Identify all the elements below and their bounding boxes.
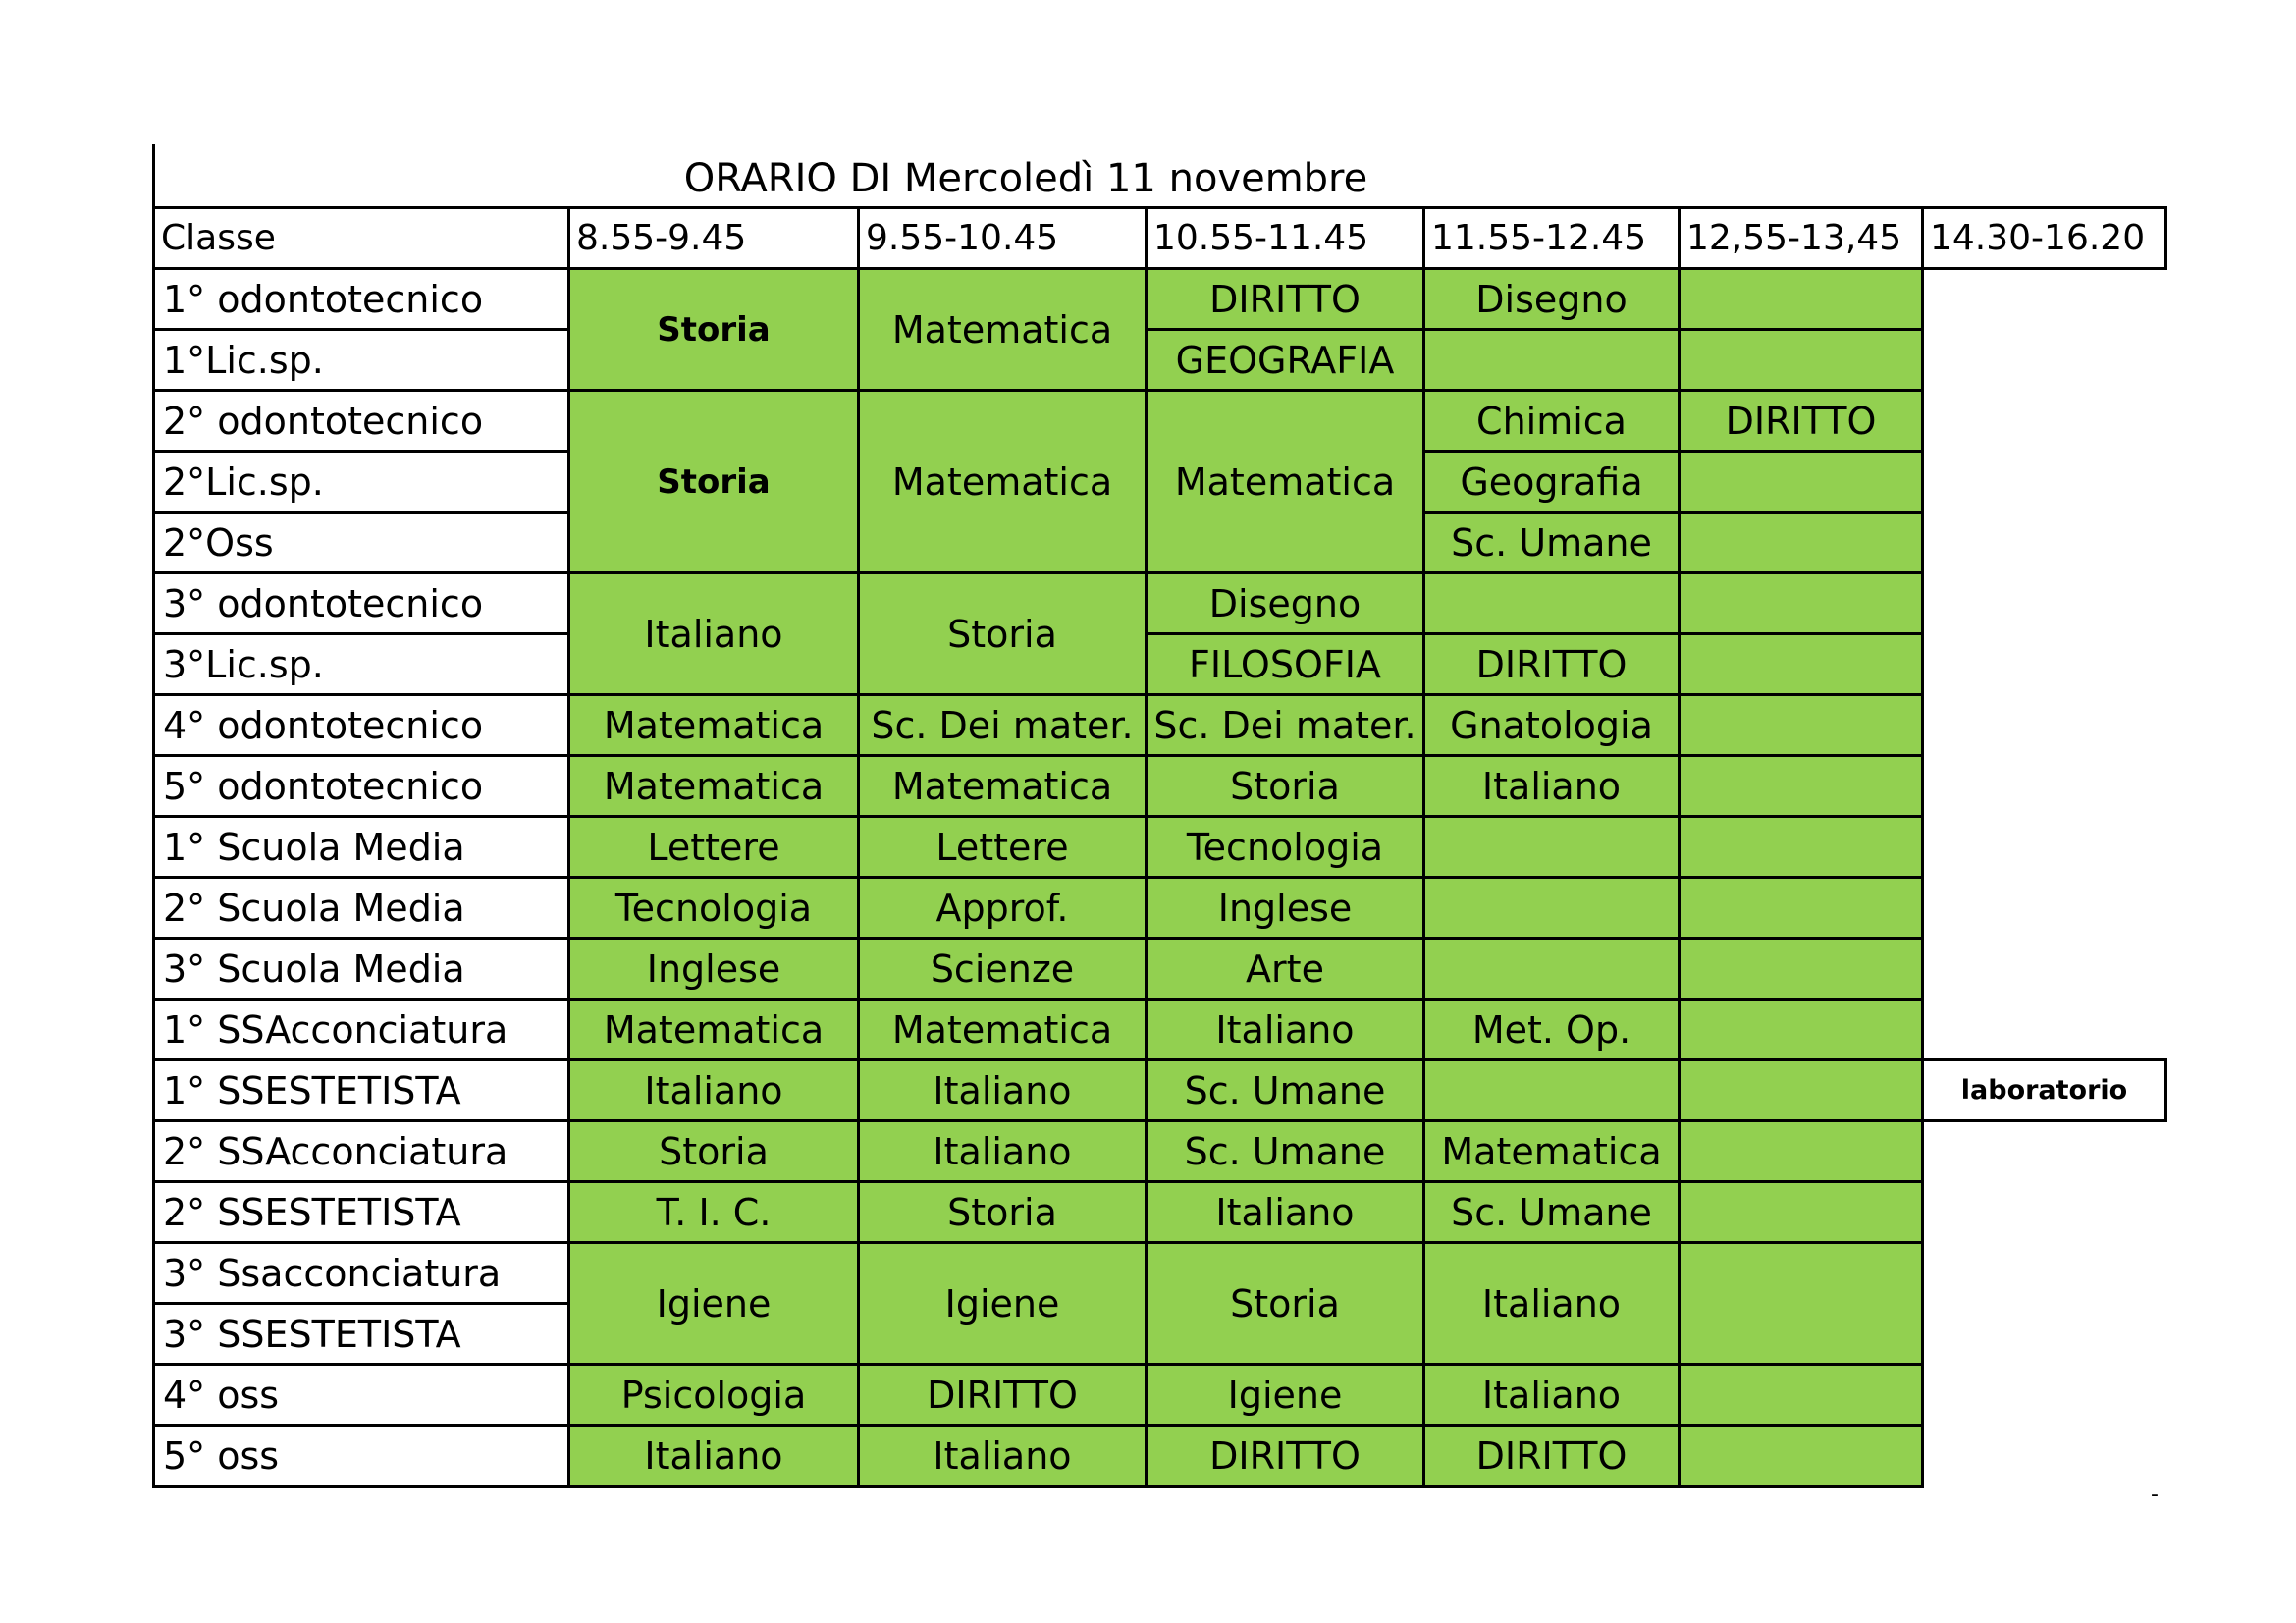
table-row xyxy=(154,573,2166,634)
lesson-cell xyxy=(1680,634,1923,695)
lesson-cell: Tecnologia xyxy=(569,878,859,939)
lesson-cell: Lettere xyxy=(569,817,859,878)
lesson-cell: Matematica xyxy=(569,1000,859,1060)
table-row xyxy=(154,1182,2166,1243)
table-row xyxy=(154,1060,2166,1121)
lesson-cell xyxy=(1680,269,1923,330)
table-row xyxy=(154,695,2166,756)
class-name: 1° odontotecnico xyxy=(154,269,569,330)
table-row xyxy=(154,391,2166,452)
header-slot-6: 14.30-16.20 xyxy=(1923,208,2166,269)
lesson-cell xyxy=(1680,513,1923,573)
lesson-cell xyxy=(1680,756,1923,817)
table-row xyxy=(154,330,2166,391)
class-name: 4° odontotecnico xyxy=(154,695,569,756)
lesson-cell xyxy=(1680,330,1923,391)
table-row xyxy=(154,1365,2166,1426)
lesson-cell xyxy=(1680,452,1923,513)
class-name: 1° SSESTETISTA xyxy=(154,1060,569,1121)
lesson-cell: Storia xyxy=(859,1182,1147,1243)
class-name: 3° odontotecnico xyxy=(154,573,569,634)
lesson-cell: Matematica xyxy=(569,756,859,817)
lesson-cell xyxy=(1424,330,1680,391)
class-name: 4° oss xyxy=(154,1365,569,1426)
header-slot-1: 8.55-9.45 xyxy=(569,208,859,269)
class-name: 2°Lic.sp. xyxy=(154,452,569,513)
lesson-cell xyxy=(1424,1060,1680,1121)
lesson-cell xyxy=(1424,817,1680,878)
class-name: 2° odontotecnico xyxy=(154,391,569,452)
lesson-cell xyxy=(1680,1365,1923,1426)
lesson-cell: Disegno xyxy=(1424,269,1680,330)
lesson-cell: Storia xyxy=(859,573,1147,695)
header-classe: Classe xyxy=(154,208,569,269)
timetable-grid xyxy=(152,206,2167,1488)
lesson-cell xyxy=(1680,1060,1923,1121)
lesson-cell: Chimica xyxy=(1424,391,1680,452)
table-row xyxy=(154,878,2166,939)
class-name: 5° odontotecnico xyxy=(154,756,569,817)
lesson-cell: Matematica xyxy=(859,1000,1147,1060)
table-row xyxy=(154,817,2166,878)
lesson-cell: DIRITTO xyxy=(1424,1426,1680,1487)
lesson-cell: Storia xyxy=(569,391,859,573)
lesson-cell: Sc. Dei mater. xyxy=(859,695,1147,756)
lesson-cell xyxy=(1680,817,1923,878)
lesson-cell: Italiano xyxy=(859,1426,1147,1487)
table-row xyxy=(154,269,2166,330)
lesson-cell: DIRITTO xyxy=(859,1365,1147,1426)
class-name: 3° Scuola Media xyxy=(154,939,569,1000)
lesson-cell: DIRITTO xyxy=(1680,391,1923,452)
lesson-cell: Storia xyxy=(1147,756,1424,817)
lesson-cell: Matematica xyxy=(859,269,1147,391)
table-row xyxy=(154,1000,2166,1060)
lesson-cell: Sc. Umane xyxy=(1147,1121,1424,1182)
lesson-cell: DIRITTO xyxy=(1147,1426,1424,1487)
table-row xyxy=(154,939,2166,1000)
lesson-cell xyxy=(1680,573,1923,634)
class-name: 2° SSAcconciatura xyxy=(154,1121,569,1182)
class-name: 2°Oss xyxy=(154,513,569,573)
table-row xyxy=(154,1426,2166,1487)
lesson-cell: Inglese xyxy=(569,939,859,1000)
lesson-cell: Sc. Umane xyxy=(1424,513,1680,573)
class-name: 1° Scuola Media xyxy=(154,817,569,878)
lesson-cell: Sc. Umane xyxy=(1147,1060,1424,1121)
lesson-cell: Italiano xyxy=(1147,1000,1424,1060)
lesson-cell: Storia xyxy=(569,1121,859,1182)
class-name: 3° SSESTETISTA xyxy=(154,1304,569,1365)
lesson-cell: Matematica xyxy=(859,391,1147,573)
table-row xyxy=(154,1243,2166,1304)
header-slot-3: 10.55-11.45 xyxy=(1147,208,1424,269)
lesson-cell: Sc. Dei mater. xyxy=(1147,695,1424,756)
lesson-cell: Italiano xyxy=(859,1060,1147,1121)
lesson-cell: Tecnologia xyxy=(1147,817,1424,878)
lesson-cell: Scienze xyxy=(859,939,1147,1000)
lesson-cell xyxy=(1424,939,1680,1000)
lesson-cell xyxy=(1680,1000,1923,1060)
lesson-cell: Italiano xyxy=(1147,1182,1424,1243)
lesson-cell: Italiano xyxy=(569,1426,859,1487)
header-row xyxy=(154,208,2166,269)
lesson-cell: Inglese xyxy=(1147,878,1424,939)
lesson-cell: Igiene xyxy=(859,1243,1147,1365)
lesson-cell: FILOSOFIA xyxy=(1147,634,1424,695)
lesson-cell xyxy=(1424,573,1680,634)
lesson-cell: Met. Op. xyxy=(1424,1000,1680,1060)
lesson-cell: GEOGRAFIA xyxy=(1147,330,1424,391)
lesson-cell: Approf. xyxy=(859,878,1147,939)
class-name: 2° Scuola Media xyxy=(154,878,569,939)
lesson-cell: Arte xyxy=(1147,939,1424,1000)
laboratorio-cell: laboratorio xyxy=(1923,1060,2166,1121)
lesson-cell xyxy=(1680,878,1923,939)
lesson-cell: DIRITTO xyxy=(1424,634,1680,695)
header-slot-4: 11.55-12.45 xyxy=(1424,208,1680,269)
lesson-cell: Sc. Umane xyxy=(1424,1182,1680,1243)
lesson-cell xyxy=(1680,1426,1923,1487)
lesson-cell xyxy=(1680,695,1923,756)
lesson-cell: T. I. C. xyxy=(569,1182,859,1243)
lesson-cell: Italiano xyxy=(1424,1243,1680,1365)
class-name: 1°Lic.sp. xyxy=(154,330,569,391)
lesson-cell: Italiano xyxy=(859,1121,1147,1182)
lesson-cell: Storia xyxy=(1147,1243,1424,1365)
class-name: 2° SSESTETISTA xyxy=(154,1182,569,1243)
lesson-cell: Psicologia xyxy=(569,1365,859,1426)
lesson-cell xyxy=(1680,939,1923,1000)
lesson-cell: Matematica xyxy=(859,756,1147,817)
header-slot-5: 12,55-13,45 xyxy=(1680,208,1923,269)
class-name: 1° SSAcconciatura xyxy=(154,1000,569,1060)
footer-mark: - xyxy=(2151,1483,2159,1507)
lesson-cell: Italiano xyxy=(569,573,859,695)
class-name: 3° Ssacconciatura xyxy=(154,1243,569,1304)
lesson-cell: Lettere xyxy=(859,817,1147,878)
lesson-cell: DIRITTO xyxy=(1147,269,1424,330)
lesson-cell xyxy=(1680,1243,1923,1365)
lesson-cell: Matematica xyxy=(569,695,859,756)
class-name: 5° oss xyxy=(154,1426,569,1487)
page-title: ORARIO DI Mercoledì 11 novembre xyxy=(683,156,1368,201)
lesson-cell: Matematica xyxy=(1147,391,1424,573)
lesson-cell: Italiano xyxy=(1424,756,1680,817)
table-row xyxy=(154,634,2166,695)
header-slot-2: 9.55-10.45 xyxy=(859,208,1147,269)
lesson-cell: Italiano xyxy=(569,1060,859,1121)
lesson-cell: Storia xyxy=(569,269,859,391)
lesson-cell xyxy=(1424,878,1680,939)
title-left-border xyxy=(152,144,155,209)
lesson-cell: Igiene xyxy=(569,1243,859,1365)
lesson-cell: Gnatologia xyxy=(1424,695,1680,756)
lesson-cell: Italiano xyxy=(1424,1365,1680,1426)
lesson-cell xyxy=(1680,1121,1923,1182)
lesson-cell: Disegno xyxy=(1147,573,1424,634)
lesson-cell xyxy=(1680,1182,1923,1243)
table-row xyxy=(154,756,2166,817)
lesson-cell: Matematica xyxy=(1424,1121,1680,1182)
lesson-cell: Geografia xyxy=(1424,452,1680,513)
lesson-cell: Igiene xyxy=(1147,1365,1424,1426)
class-name: 3°Lic.sp. xyxy=(154,634,569,695)
table-row xyxy=(154,1121,2166,1182)
